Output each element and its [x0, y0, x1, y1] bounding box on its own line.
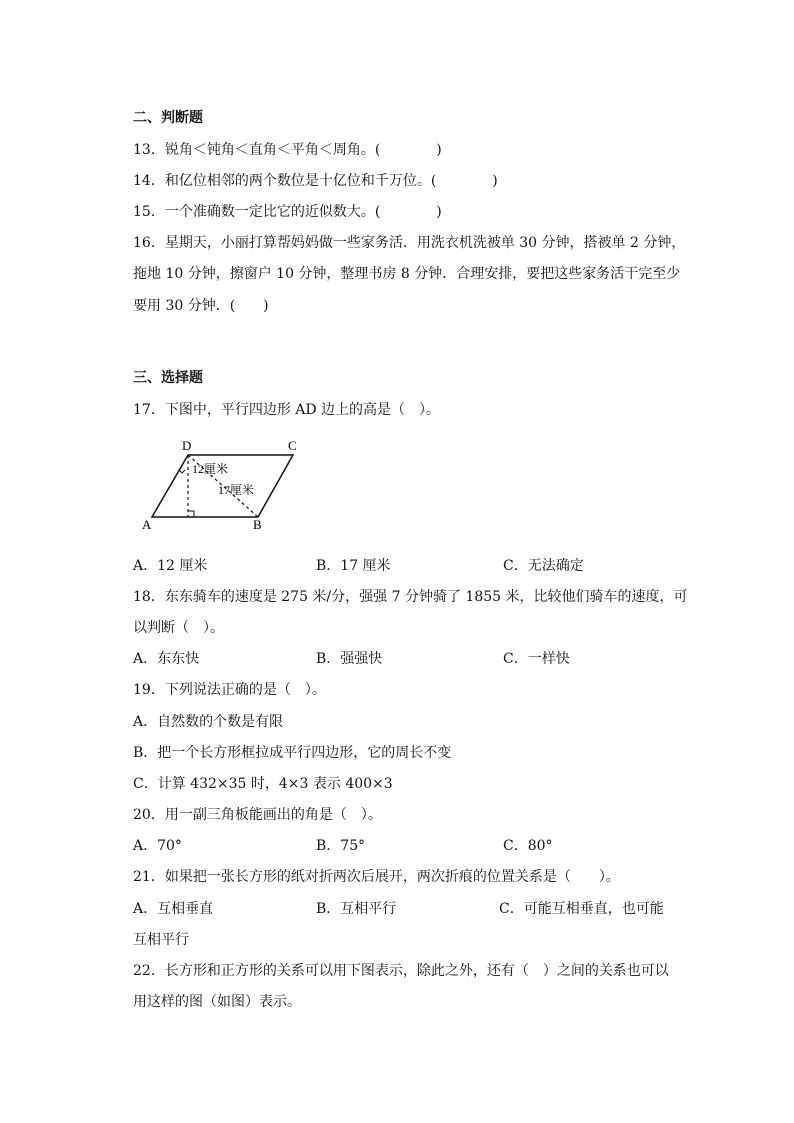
question-17-stem: 17．下图中，平行四边形 AD 边上的高是（ ）。 — [133, 402, 441, 418]
question-22-line-2: 用这样的图（如图）表示。 — [133, 994, 301, 1010]
q18-option-c: C．一样快 — [503, 651, 570, 667]
q20-option-b: B．75° — [316, 838, 366, 854]
question-15: 15．一个准确数一定比它的近似数大。( ) — [133, 204, 442, 220]
vertex-label-b: B — [253, 517, 262, 532]
q19-option-b: B．把一个长方形框拉成平行四边形，它的周长不变 — [133, 745, 452, 761]
length-label-17: 17厘米 — [218, 483, 255, 497]
question-20-stem: 20．用一副三角板能画出的角是（ ）。 — [133, 807, 382, 823]
question-16-line-3: 要用 30 分钟．( ) — [133, 298, 269, 314]
length-label-12: 12厘米 — [192, 462, 229, 476]
section-2-heading: 二、判断题 — [133, 110, 203, 126]
question-22-line-1: 22．长方形和正方形的关系可以用下图表示，除此之外，还有（ ）之间的关系也可以 — [133, 963, 669, 979]
question-13: 13．锐角＜钝角＜直角＜平角＜周角。( ) — [133, 142, 442, 158]
q17-option-b: B．17 厘米 — [316, 558, 391, 574]
q19-option-c: C．计算 432×35 时，4×3 表示 400×3 — [133, 776, 393, 792]
q21-option-c-line-1: C．可能互相垂直，也可能 — [499, 901, 664, 917]
vertex-label-d: D — [182, 438, 192, 453]
question-21-stem: 21．如果把一张长方形的纸对折两次后展开，两次折痕的位置关系是（ ）。 — [133, 869, 620, 885]
q20-option-a: A．70° — [133, 838, 182, 854]
section-3-heading: 三、选择题 — [133, 370, 203, 386]
q19-option-a: A．自然数的个数是有限 — [133, 714, 284, 730]
q17-option-c: C．无法确定 — [503, 558, 584, 574]
q17-option-a: A．12 厘米 — [133, 558, 208, 574]
q21-option-a: A．互相垂直 — [133, 901, 214, 917]
right-angle-mark-side — [179, 470, 185, 473]
q18-option-a: A．东东快 — [133, 651, 200, 667]
parallelogram-figure — [138, 436, 308, 534]
q20-option-c: C．80° — [503, 838, 553, 854]
question-16-line-1: 16．星期天，小丽打算帮妈妈做一些家务活．用洗衣机洗被单 30 分钟，搭被单 2 分钟， — [133, 235, 686, 251]
question-14: 14．和亿位相邻的两个数位是十亿位和千万位。( ) — [133, 173, 498, 189]
question-18-line-1: 18．东东骑车的速度是 275 米/分，强强 7 分钟骑了 1855 米，比较他们骑车的速度，可 — [133, 589, 688, 605]
question-18-line-2: 以判断（ ）。 — [133, 620, 224, 636]
q18-option-b: B．强强快 — [316, 651, 383, 667]
question-19-stem: 19．下列说法正确的是（ ）。 — [133, 682, 326, 698]
vertex-label-c: C — [288, 438, 297, 453]
q21-option-c-line-2: 互相平行 — [133, 932, 189, 948]
question-16-line-2: 拖地 10 分钟，擦窗户 10 分钟，整理书房 8 分钟．合理安排，要把这些家务活干完至少 — [133, 266, 681, 282]
q21-option-b: B．互相平行 — [316, 901, 397, 917]
vertex-label-a: A — [142, 517, 152, 532]
right-angle-mark-bottom — [188, 511, 194, 517]
